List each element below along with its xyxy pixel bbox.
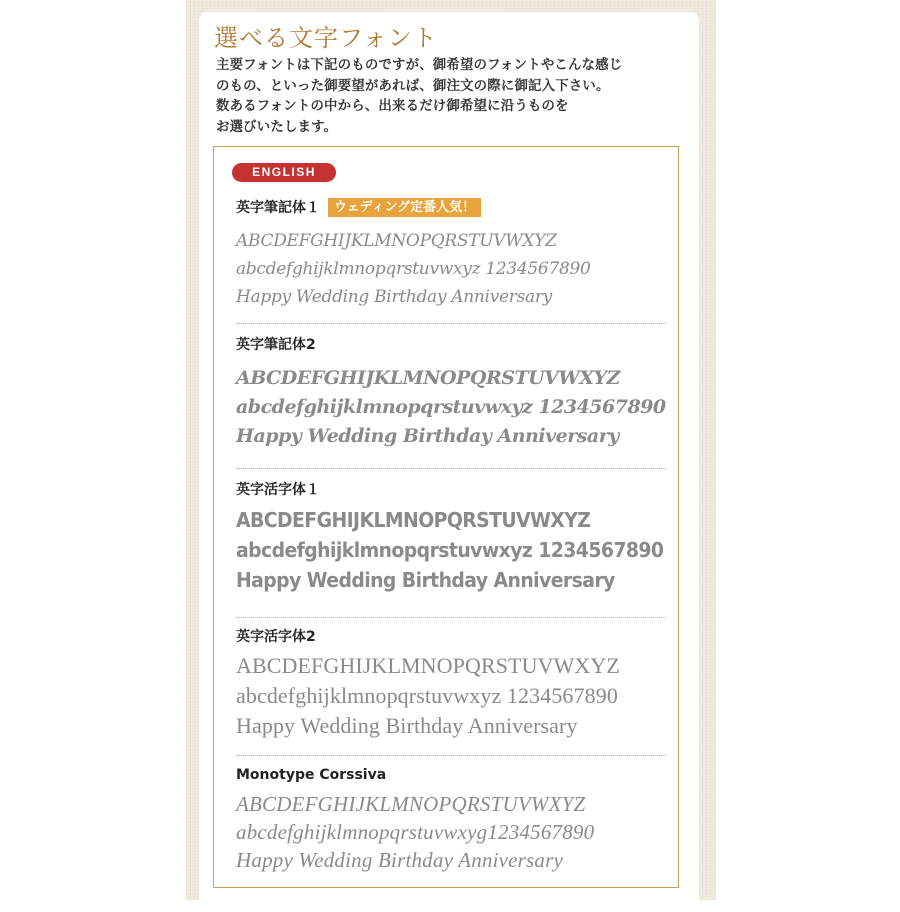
page-title: 選べる文字フォント [214, 24, 438, 52]
sample-phrase: Happy Wedding Birthday Anniversary [236, 287, 552, 307]
intro-line: お選びいたします。 [216, 119, 338, 135]
intro-text [216, 56, 676, 138]
sample-phrase: Happy Wedding Birthday Anniversary [236, 568, 615, 592]
sample-lowercase-digits: abcdefghijklmnopqrstuvwxyz 1234567890 [236, 683, 618, 708]
sample-uppercase: ABCDEFGHIJKLMNOPQRSTUVWXYZ [236, 508, 591, 532]
font-label: 英字筆記体１ ウェディング定番人気！ [236, 198, 668, 218]
intro-line: 主要フォントは下記のものですが、御希望のフォントやこんな感じ [216, 58, 623, 73]
sample-phrase: Happy Wedding Birthday Anniversary [236, 713, 578, 738]
font-label: 英字活字体１ [236, 482, 320, 498]
font-sample-print-1 [236, 480, 668, 595]
section-divider [236, 323, 666, 324]
section-divider [236, 468, 666, 469]
intro-line: 数あるフォントの中から、出来るだけ御希望に沿うものを [216, 99, 569, 114]
sample-lowercase-digits: abcdefghijklmnopqrstuvwxyz 1234567890 [236, 538, 664, 562]
sample-lowercase-digits: abcdefghijklmnopqrstuvwxyg1234567890 [236, 820, 595, 844]
sample-uppercase: ABCDEFGHIJKLMNOPQRSTUVWXYZ [236, 653, 620, 678]
font-label: 英字筆記体2 [236, 337, 316, 353]
font-label: Monotype Corssiva [236, 767, 387, 783]
sample-phrase: Happy Wedding Birthday Anniversary [236, 425, 619, 447]
sample-uppercase: ABCDEFGHIJKLMNOPQRSTUVWXYZ [236, 367, 620, 389]
sample-lowercase-digits: abcdefghijklmnopqrstuvwxyz 1234567890 [236, 396, 666, 418]
font-sample-script-2 [236, 335, 668, 451]
font-sample-script-1 [236, 198, 668, 311]
popular-tag: ウェディング定番人気！ [328, 198, 481, 217]
intro-line: のもの、といった御要望があれば、御注文の際に御記入下さい。 [216, 78, 610, 94]
sample-uppercase: ABCDEFGHIJKLMNOPQRSTUVWXYZ [236, 231, 557, 251]
language-badge: ENGLISH [232, 163, 336, 182]
sample-uppercase: ABCDEFGHIJKLMNOPQRSTUVWXYZ [236, 792, 586, 816]
sample-lowercase-digits: abcdefghijklmnopqrstuvwxyz 1234567890 [236, 259, 591, 279]
section-divider [236, 755, 666, 756]
sample-phrase: Happy Wedding Birthday Anniversary [236, 848, 564, 872]
font-sample-print-2 [236, 627, 668, 741]
section-divider [236, 617, 666, 618]
font-label: 英字活字体2 [236, 629, 316, 645]
font-sample-corsiva [236, 765, 668, 874]
